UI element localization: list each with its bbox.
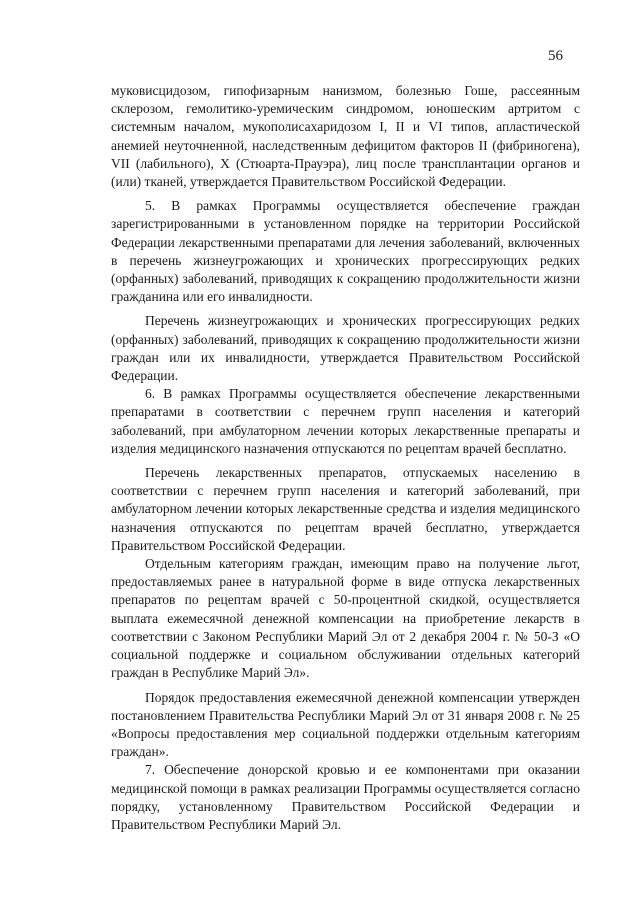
paragraph-medicines-list: Перечень лекарственных препаратов, отпускаемых населению в соответствии с перечнем групп населения и категорий заболеваний, при амбулаторном лечении которых лекарственные средства и изделия медицинского назначения отпускаются по рецептам врачей бесплатно, утверждается Правительством Российской Федерации. <box>111 465 580 553</box>
paragraph-continuation: муковисцидозом, гипофизарным нанизмом, болезнью Гоше, рассеянным склерозом, гемолитико-уремическим синдромом, юношеским артритом с системным началом, мукополисахаридозом I, II и VI типов, апластической анемией неуточненной, наследственным дефицитом факторов II (фибриногена), VII (лабильного), X (Стюарта-Прауэра), лиц после трансплантации органов и (или) тканей, утверждается Правительством Российской Федерации. <box>111 83 580 190</box>
paragraph-compensation: Отдельным категориям граждан, имеющим право на получение льгот, предоставляемых ранее в натуральной форме в виде отпуска лекарственных препаратов по рецептам врачей с 50-процентной скидкой, осуществляется выплата ежемесячной денежной компенсации на приобретение лекарств в соответствии с Законом Республики Марий Эл от 2 декабря 2004 г. № 50-З «О социальной поддержке и социальном обслуживании отдельных категорий граждан в Республике Марий Эл». <box>111 556 580 681</box>
document-body <box>111 82 580 834</box>
paragraph-item-5: 5. В рамках Программы осуществляется обеспечение граждан зарегистрированными в установленном порядке на территории Российской Федерации лекарственными препаратами для лечения заболеваний, включенных в перечень жизнеугрожающих и хронических прогрессирующих редких (орфанных) заболеваний, приводящих к сокращению продолжительности жизни гражданина или его инвалидности. <box>111 198 580 305</box>
paragraph-item-7: 7. Обеспечение донорской кровью и ее компонентами при оказании медицинской помощи в рамках реализации Программы осуществляется согласно порядку, установленному Правительством Российской Федерации и Правительством Республики Марий Эл. <box>111 762 580 832</box>
page-number: 56 <box>548 48 563 64</box>
paragraph-orphan-diseases-list: Перечень жизнеугрожающих и хронических прогрессирующих редких (орфанных) заболеваний, приводящих к сокращению продолжительности жизни граждан или их инвалидности, утверждается Правительством Российской Федерации. <box>111 313 580 384</box>
paragraph-compensation-procedure: Порядок предоставления ежемесячной денежной компенсации утвержден постановлением Правительства Республики Марий Эл от 31 января 2008 г. № 25 «Вопросы предоставления мер социальной поддержки отдельным категориям граждан». <box>111 689 580 760</box>
paragraph-item-6: 6. В рамках Программы осуществляется обеспечение лекарственными препаратами в соответствии с перечнем групп населения и категорий заболеваний, при амбулаторном лечении которых лекарственные препараты и изделия медицинского назначения отпускаются по рецептам врачей бесплатно. <box>111 386 580 456</box>
